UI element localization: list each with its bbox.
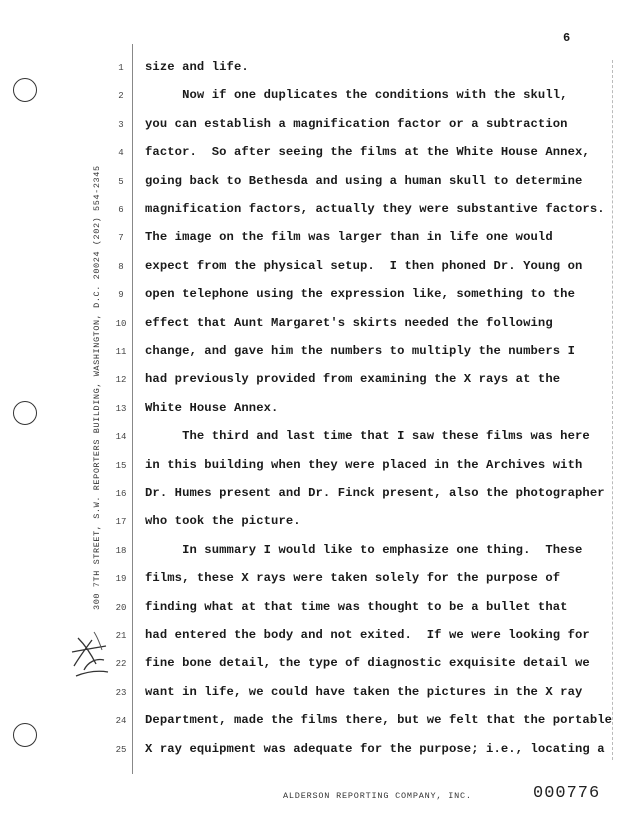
line-number: 12 bbox=[115, 375, 127, 386]
line-number: 7 bbox=[118, 233, 124, 244]
line-number: 25 bbox=[115, 744, 127, 755]
line-number: 4 bbox=[118, 148, 124, 159]
transcript-line: factor. So after seeing the films at the White House Annex, bbox=[145, 145, 590, 160]
transcript-line: In summary I would like to emphasize one thing. These bbox=[145, 542, 583, 557]
line-number: 16 bbox=[115, 489, 127, 499]
binder-hole-icon bbox=[13, 78, 37, 102]
line-number: 21 bbox=[115, 631, 127, 641]
transcript-line: size and life. bbox=[145, 60, 249, 74]
transcript-line: finding what at that time was thought to be a bullet that bbox=[145, 599, 568, 614]
transcript-line: Dr. Humes present and Dr. Finck present, also the photographer bbox=[145, 486, 605, 500]
transcript-line: The third and last time that I saw these films was here bbox=[145, 429, 590, 444]
line-number: 17 bbox=[115, 517, 127, 528]
line-number: 23 bbox=[115, 687, 127, 698]
binder-hole-icon bbox=[13, 723, 37, 747]
line-number: 5 bbox=[118, 176, 124, 187]
line-number: 15 bbox=[115, 460, 127, 471]
line-number: 19 bbox=[115, 574, 127, 585]
reporting-company-footer: ALDERSON REPORTING COMPANY, INC. bbox=[283, 791, 472, 801]
line-number: 18 bbox=[115, 545, 127, 556]
reporter-address-vertical: 300 7TH STREET, S.W. REPORTERS BUILDING, WASHINGTON, D.C. 20024 (202) 554-2345 bbox=[92, 165, 102, 610]
transcript-line: Now if one duplicates the conditions with the skull, bbox=[145, 88, 568, 103]
line-number: 3 bbox=[118, 119, 124, 130]
transcript-line: you can establish a magnification factor or a subtraction bbox=[145, 116, 568, 131]
transcript-line: had previously provided from examining the X rays at the bbox=[145, 372, 561, 387]
transcript-line: want in life, we could have taken the pictures in the X ray bbox=[145, 684, 583, 699]
line-number: 13 bbox=[115, 403, 127, 414]
transcript-line: The image on the film was larger than in life one would bbox=[145, 230, 553, 245]
line-number: 6 bbox=[118, 205, 124, 215]
document-number: 000776 bbox=[533, 784, 601, 803]
left-margin-rule bbox=[132, 44, 133, 774]
transcript-line: change, and gave him the numbers to multiply the numbers I bbox=[145, 344, 575, 358]
transcript-line: had entered the body and not exited. If we were looking for bbox=[145, 628, 590, 642]
line-number: 20 bbox=[115, 602, 127, 613]
line-number: 1 bbox=[118, 63, 124, 73]
transcript-line: magnification factors, actually they were substantive factors. bbox=[145, 202, 605, 216]
transcript-line: White House Annex. bbox=[145, 400, 279, 415]
line-number: 8 bbox=[118, 261, 124, 272]
transcript-line: who took the picture. bbox=[145, 514, 301, 529]
transcript-line: in this building when they were placed in the Archives with bbox=[145, 457, 583, 472]
line-number: 14 bbox=[115, 432, 127, 443]
line-number: 22 bbox=[115, 659, 127, 670]
transcript-line: effect that Aunt Margaret's skirts needed the following bbox=[145, 315, 553, 330]
line-number: 10 bbox=[115, 318, 127, 329]
transcript-line: films, these X rays were taken solely for the purpose of bbox=[145, 571, 561, 586]
transcript-line: open telephone using the expression like, something to the bbox=[145, 287, 575, 302]
handwritten-initials-stamp-icon bbox=[66, 626, 112, 680]
line-number: 24 bbox=[115, 716, 127, 727]
transcript-line: X ray equipment was adequate for the purpose; i.e., locating a bbox=[145, 741, 605, 756]
transcript-line: expect from the physical setup. I then phoned Dr. Young on bbox=[145, 258, 583, 273]
page-number: 6 bbox=[563, 31, 571, 45]
line-number: 2 bbox=[118, 91, 124, 102]
transcript-line: going back to Bethesda and using a human skull to determine bbox=[145, 173, 583, 188]
transcript-line: Department, made the films there, but we felt that the portable bbox=[145, 713, 613, 728]
transcript-line: fine bone detail, the type of diagnostic exquisite detail we bbox=[145, 656, 590, 671]
binder-hole-icon bbox=[13, 401, 37, 425]
line-number: 11 bbox=[115, 347, 127, 357]
line-number: 9 bbox=[118, 290, 124, 301]
